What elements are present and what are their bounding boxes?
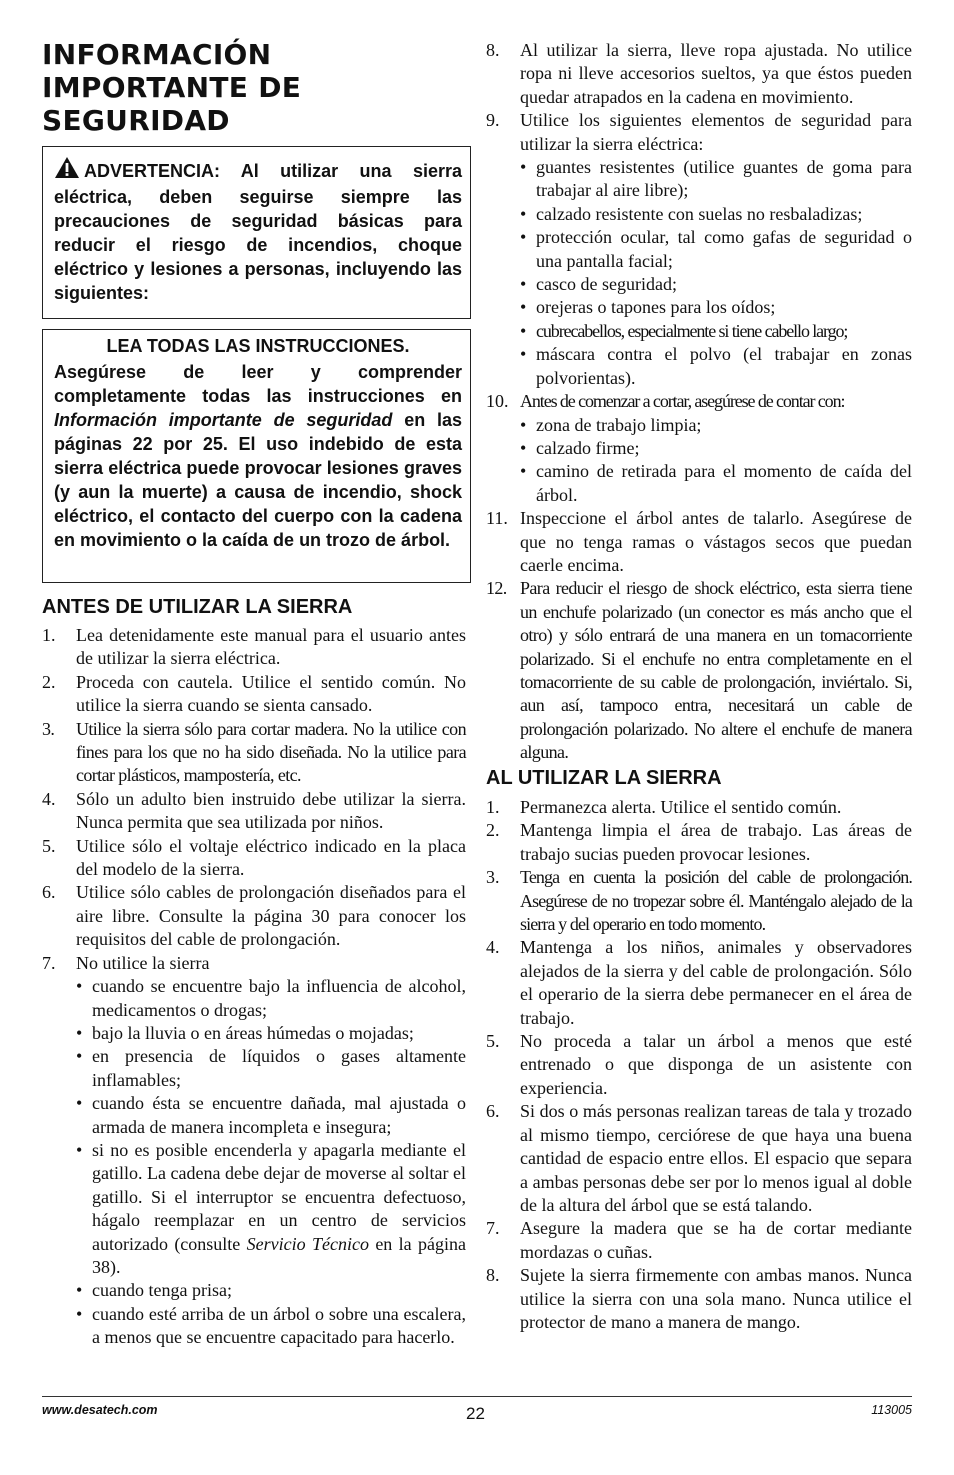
- title-line: IMPORTANTE DE: [42, 71, 302, 104]
- list-item: 4. Sólo un adulto bien instruido debe utilizar la sierra. Nunca permita que sea utilizada por niños.: [42, 788, 466, 833]
- bullet-item: • cuando esté arriba de un árbol o sobre una escalera, a menos que se encuentre capacitado para hacerlo.: [76, 1303, 466, 1350]
- list-item: 11. Inspeccione el árbol antes de talarlo. Asegúrese de que no tenga ramas o vástagos secos que puedan caerle encima.: [486, 508, 912, 575]
- list-item: 9. Utilice los siguientes elementos de seguridad para utilizar la sierra eléctrica: • guantes resistentes (utilice guantes de goma para trabajar al aire libre); • calzado resistente con suelas no resbaladizas; • protección ocular, tal como gafas de seguridad o una pantalla facial; • casco de seguridad; • orejeras o tapones para los oídos; • cubrecabellos, especialmente si tiene cabello largo; • máscara contra el polvo (el trabajar en zonas polvorientas).: [486, 109, 912, 390]
- bullet-item: • zona de trabajo limpia;: [520, 414, 912, 437]
- bullet-item: • máscara contra el polvo (el trabajar en zonas polvorientas).: [520, 343, 912, 390]
- using-list: [486, 796, 912, 1334]
- bullet-item: • cuando se encuentre bajo la influencia de alcohol, medicamentos o drogas;: [76, 975, 466, 1022]
- read-text-b: en las páginas 22 por 25. El uso indebido de esta sierra eléctrica puede provocar lesiones graves (y aun la muerte) a causa de incendio, shock eléctrico, el contacto del cuerpo con la cadena en movimiento o la caída de un trozo de árbol.: [54, 410, 463, 550]
- list-item: 7. No utilice la sierra • cuando se encuentre bajo la influencia de alcohol, medicamentos o drogas; • bajo la lluvia o en áreas húmedas o mojadas; • en presencia de líquidos o gases altamente inflamables; • cuando ésta se encuentre dañada, mal ajustada o armada de manera incompleta e insegura; • si no es posible encenderla y apagarla mediante el gatillo. La cadena debe dejar de moverse al soltar el gatillo. Si el interruptor se encuentra defectuoso, hágalo reemplazar en un centro de servicios autorizado (consulte Servicio Técnico en la página 38). • cuando tenga prisa; • cuando esté arriba de un árbol o sobre una escalera, a menos que se encuentre capacitado para hacerlo.: [42, 952, 466, 1350]
- bullet-item: • protección ocular, tal como gafas de seguridad o una pantalla facial;: [520, 226, 912, 273]
- item9-bullets: [520, 156, 912, 390]
- list-item: 8. Sujete la sierra firmemente con ambas manos. Nunca utilice la sierra con una sola mano. Nunca utilice el protector de mano a manera de mango.: [486, 1265, 912, 1332]
- before-list: [42, 624, 466, 1350]
- bullet-item: • cuando ésta se encuentre dañada, mal ajustada o armada de manera incompleta e insegura;: [76, 1092, 466, 1139]
- footer-divider: [42, 1396, 912, 1397]
- list-item: 7. Asegure la madera que se ha de cortar mediante mordazas o cuñas.: [486, 1218, 912, 1262]
- list-item: 1. Permanezca alerta. Utilice el sentido común.: [486, 797, 842, 817]
- bullet-item: • guantes resistentes (utilice guantes de goma para trabajar al aire libre);: [520, 156, 912, 203]
- read-instructions-box: [42, 329, 471, 583]
- list-item: 10. Antes de comenzar a cortar, asegúrese de contar con: • zona de trabajo limpia; • calzado firme; • camino de retirada para el momento de caída del árbol.: [486, 390, 912, 507]
- page-title: [42, 38, 301, 137]
- read-text-a: Asegúrese de leer y comprender completamente todas las instrucciones en: [54, 362, 462, 406]
- page-number: 22: [466, 1404, 485, 1423]
- footer-url: www.desatech.com: [42, 1403, 158, 1417]
- read-instructions-text: [54, 360, 462, 552]
- list-item: 2. Mantenga limpia el área de trabajo. Las áreas de trabajo sucias pueden provocar lesiones.: [486, 820, 912, 864]
- bullet-item: • camino de retirada para el momento de caída del árbol.: [520, 460, 912, 507]
- bullet-item: • bajo la lluvia o en áreas húmedas o mojadas;: [76, 1022, 466, 1045]
- list-item: 6. Si dos o más personas realizan tareas de tala y trozado al mismo tiempo, cerciórese de que haya una buena cantidad de espacio entre ellos. El espacio que separa a ambas personas debe ser por lo menos igual al doble de la altura del árbol que se está talando.: [486, 1101, 912, 1215]
- bullet-item: • orejeras o tapones para los oídos;: [520, 296, 912, 319]
- warning-text: ADVERTENCIA: Al utilizar una sierra eléctrica, deben seguirse siempre las precauciones de seguridad básicas para reducir el riesgo de incendios, choque eléctrico y lesiones a personas, incluyendo las siguientes:: [54, 161, 462, 303]
- bullet-item: • si no es posible encenderla y apagarla mediante el gatillo. La cadena debe dejar de moverse al soltar el gatillo. Si el interruptor se encuentra defectuoso, hágalo reemplazar en un centro de servicios autorizado (consulte Servicio Técnico en la página 38).: [76, 1139, 466, 1279]
- section-heading-using: AL UTILIZAR LA SIERRA: [486, 767, 722, 789]
- list-item: 4. Mantenga a los niños, animales y observadores alejados de la sierra y del cable de prolongación. Sólo el operario de la sierra debe permanecer en el área de trabajo.: [486, 937, 912, 1028]
- list-item: 5. Utilice sólo el voltaje eléctrico indicado en la placa del modelo de la sierra.: [42, 835, 466, 880]
- list-item: 2. Proceda con cautela. Utilice el sentido común. No utilice la sierra cuando se sienta cansado.: [42, 671, 466, 716]
- list-item: 1. Lea detenidamente este manual para el usuario antes de utilizar la sierra eléctrica.: [42, 625, 466, 669]
- list-item: 3. Utilice la sierra sólo para cortar madera. No la utilice con fines para los que no ha sido diseñada. No la utilice para cortar plásticos, mampostería, etc.: [42, 718, 466, 786]
- list-item: 5. No proceda a talar un árbol a menos que esté entrenado o que disponga de un asistente con experiencia.: [486, 1031, 912, 1098]
- warning-box: [42, 146, 471, 319]
- title-line: SEGURIDAD: [42, 104, 230, 137]
- list-item: 6. Utilice sólo cables de prolongación diseñados para el aire libre. Consulte la página 30 para conocer los requisitos del cable de prolongación.: [42, 882, 466, 950]
- list-item: 8. Al utilizar la sierra, lleve ropa ajustada. No utilice ropa ni lleve accesorios sueltos, ya que éstos pueden quedar atrapados en la cadena en movimiento.: [486, 40, 912, 107]
- bullet-item: • casco de seguridad;: [520, 273, 912, 296]
- warning-triangle-icon: [54, 156, 80, 185]
- bullet-item: • calzado firme;: [520, 437, 912, 460]
- list-item: 3. Tenga en cuenta la posición del cable de prolongación. Asegúrese de no tropezar sobre él. Manténgalo alejado de la sierra y del operario en todo momento.: [486, 867, 912, 935]
- read-text-italic: Información importante de seguridad: [54, 410, 393, 430]
- title-line: INFORMACIÓN: [42, 38, 272, 71]
- bullet-item: • cubrecabellos, especialmente si tiene cabello largo;: [520, 320, 912, 343]
- bullet-item: • cuando tenga prisa;: [76, 1279, 466, 1302]
- document-code: 113005: [871, 1403, 912, 1417]
- bullet-item: • calzado resistente con suelas no resbaladizas;: [520, 203, 912, 226]
- list-item: 12. Para reducir el riesgo de shock eléctrico, esta sierra tiene un enchufe polarizado (un conector es más ancho que el otro) y sólo entrará de una manera en un tomacorriente polarizado. Si el enchufe no entra completamente en el tomacorriente de su cable de prolongación, inviértalo. Si, aun así, tampoco entra, necesitará un cable de prolongación polarizado. No altere el enchufe de manera alguna.: [486, 578, 912, 763]
- bullet-item: • en presencia de líquidos o gases altamente inflamables;: [76, 1045, 466, 1092]
- before-list-continued: [486, 39, 912, 765]
- read-instructions-heading: LEA TODAS LAS INSTRUCCIONES.: [106, 336, 410, 356]
- item10-bullets: [520, 414, 912, 508]
- item7-bullets: [76, 975, 466, 1350]
- section-heading-before: ANTES DE UTILIZAR LA SIERRA: [42, 596, 353, 618]
